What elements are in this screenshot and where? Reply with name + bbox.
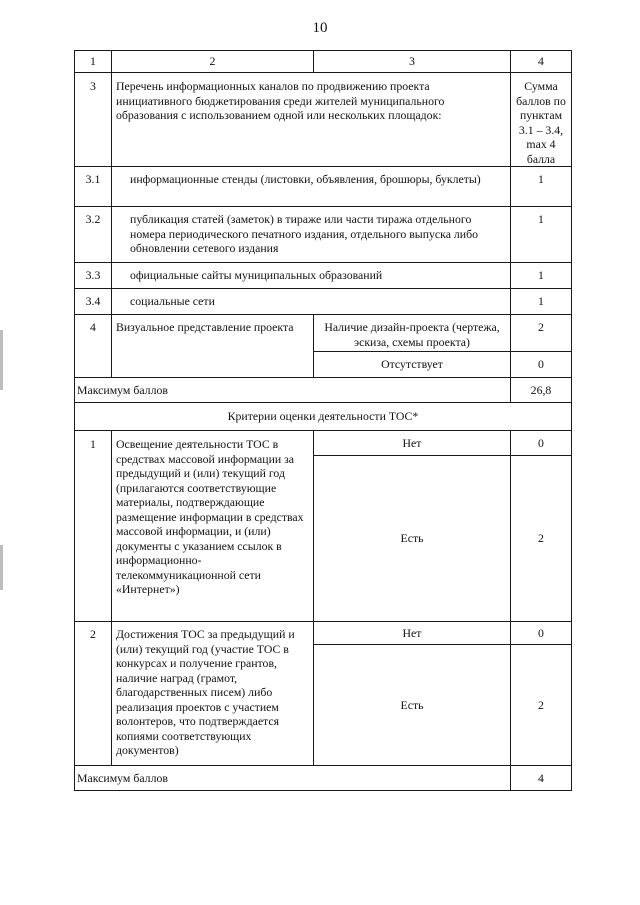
header-row [75, 51, 572, 73]
row-score: 1 [511, 167, 572, 207]
total-label: Максимум баллов [75, 378, 511, 403]
row-number: 3.3 [75, 263, 112, 289]
row-score: 1 [511, 207, 572, 263]
option-text: Есть [314, 456, 511, 622]
section-row [75, 403, 572, 431]
row-text: Достижения ТОС за предыдущий и (или) текущий год (участие ТОС в конкурсах и получение грантов, наличие наград (грамот, благодарственных писем) либо реализация проектов с участием волонтеров, что подтверждается копиями соответствующих документов) [112, 622, 314, 766]
row-score: 1 [511, 263, 572, 289]
header-cell: 1 [75, 51, 112, 73]
row-number: 4 [75, 315, 112, 378]
scan-edge-mark [0, 330, 3, 390]
table-row [75, 167, 572, 207]
row-number: 3.2 [75, 207, 112, 263]
table-row [75, 73, 572, 167]
total-label: Максимум баллов [75, 766, 511, 791]
option-text: Есть [314, 645, 511, 766]
row-text: информационные стенды (листовки, объявления, брошюры, буклеты) [112, 167, 511, 207]
scan-edge-mark [0, 545, 3, 590]
row-number: 3 [75, 73, 112, 167]
header-cell: 4 [511, 51, 572, 73]
total-row [75, 378, 572, 403]
total-value: 4 [511, 766, 572, 791]
option-text: Нет [314, 431, 511, 456]
option-text: Отсутствует [314, 352, 511, 378]
table-row [75, 207, 572, 263]
option-score: 2 [511, 315, 572, 352]
header-cell: 3 [314, 51, 511, 73]
option-score: 2 [511, 456, 572, 622]
table-row [75, 289, 572, 315]
row-text: публикация статей (заметок) в тираже или части тиража отдельного номера периодического печатного издания, отдельного выпуска либо обновлении сетевого издания [112, 207, 511, 263]
row-text: Перечень информационных каналов по продвижению проекта инициативного бюджетирования среди жителей муниципального образования с использованием одной или нескольких площадок: [112, 73, 511, 167]
page-number: 10 [312, 20, 328, 36]
row-text: официальные сайты муниципальных образований [112, 263, 511, 289]
row-score: 1 [511, 289, 572, 315]
header-cell: 2 [112, 51, 314, 73]
table-row [75, 622, 572, 645]
option-score: 0 [511, 352, 572, 378]
option-score: 0 [511, 431, 572, 456]
option-text: Наличие дизайн-проекта (чертежа, эскиза, схемы проекта) [314, 315, 511, 352]
row-number: 3.1 [75, 167, 112, 207]
section-title: Критерии оценки деятельности ТОС* [75, 403, 572, 431]
row-number: 3.4 [75, 289, 112, 315]
criteria-table [74, 50, 572, 791]
option-score: 0 [511, 622, 572, 645]
table-row [75, 431, 572, 456]
table-row [75, 263, 572, 289]
total-value: 26,8 [511, 378, 572, 403]
row-text: Визуальное представление проекта [112, 315, 314, 378]
option-score: 2 [511, 645, 572, 766]
row-score: Сумма баллов по пунктам 3.1 – 3.4, max 4 балла [511, 73, 572, 167]
row-number: 1 [75, 431, 112, 622]
row-text: социальные сети [112, 289, 511, 315]
row-number: 2 [75, 622, 112, 766]
option-text: Нет [314, 622, 511, 645]
total-row [75, 766, 572, 791]
row-text: Освещение деятельности ТОС в средствах массовой информации за предыдущий и (или) текущий год (прилагаются соответствующие материалы, подтверждающие размещение информации в средствах массовой информации, и (или) документы с указанием ссылок в информационно-телекоммуникационной сети «Интернет») [112, 431, 314, 622]
table-row [75, 315, 572, 352]
